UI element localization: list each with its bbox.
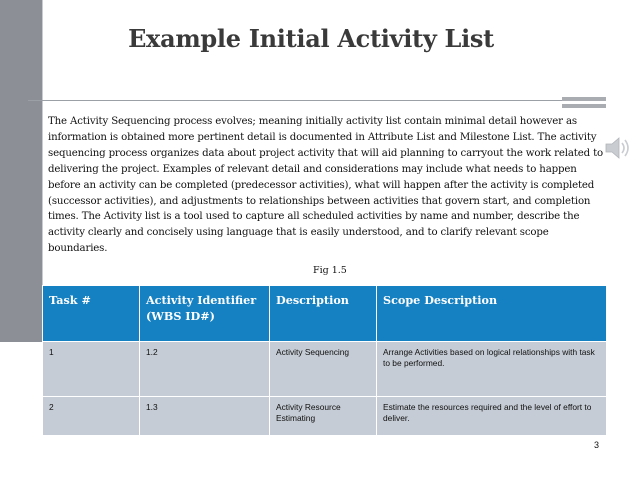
slide-title-text: Example Initial Activity List xyxy=(128,24,494,53)
cell-description: Activity Resource Estimating xyxy=(270,397,377,436)
body-paragraph: The Activity Sequencing process evolves; meaning initially activity list contain minimal detail however as information is obtained more pertinent detail is documented in Attribute List and Milestone List. The activity sequencing process organizes data about project activity that will aid planning to carryout the work related to delivering the project. Examples of relevant detail and considerations may include what needs to happen before an activity can be completed (predecessor activities), what will happen after the activity is completed (successor activities), and adjustments to relationships between activities that govern start, and completion times. The Activity list is a tool used to capture all scheduled activities by name and number, describe the activity clearly and concisely using language that is easily understood, and to clarify relevant scope boundaries. xyxy=(48,116,604,255)
cell-scope-description: Estimate the resources required and the level of effort to deliver. xyxy=(377,397,607,436)
cell-scope-description: Arrange Activities based on logical relationships with task to be performed. xyxy=(377,342,607,397)
header-activity-identifier: Activity Identifier (WBS ID#) xyxy=(140,286,270,342)
page-number: 3 xyxy=(594,440,600,450)
title-rule-left xyxy=(28,100,42,101)
header-scope-description: Scope Description xyxy=(377,286,607,342)
cell-activity-identifier: 1.2 xyxy=(140,342,270,397)
table-row xyxy=(43,397,607,436)
table-row xyxy=(43,342,607,397)
title-rule xyxy=(42,100,562,101)
cell-task: 2 xyxy=(43,397,140,436)
header-description: Description xyxy=(270,286,377,342)
cell-activity-identifier: 1.3 xyxy=(140,397,270,436)
table-header-row xyxy=(43,286,607,342)
activity-table xyxy=(42,285,607,436)
title-rule-accent-bottom xyxy=(562,104,606,108)
cell-task: 1 xyxy=(43,342,140,397)
speaker-icon[interactable] xyxy=(603,133,633,163)
header-task: Task # xyxy=(43,286,140,342)
cell-description: Activity Sequencing xyxy=(270,342,377,397)
title-rule-accent-top xyxy=(562,97,606,101)
slide-title xyxy=(0,24,638,53)
figure-caption: Fig 1.5 xyxy=(313,265,347,276)
